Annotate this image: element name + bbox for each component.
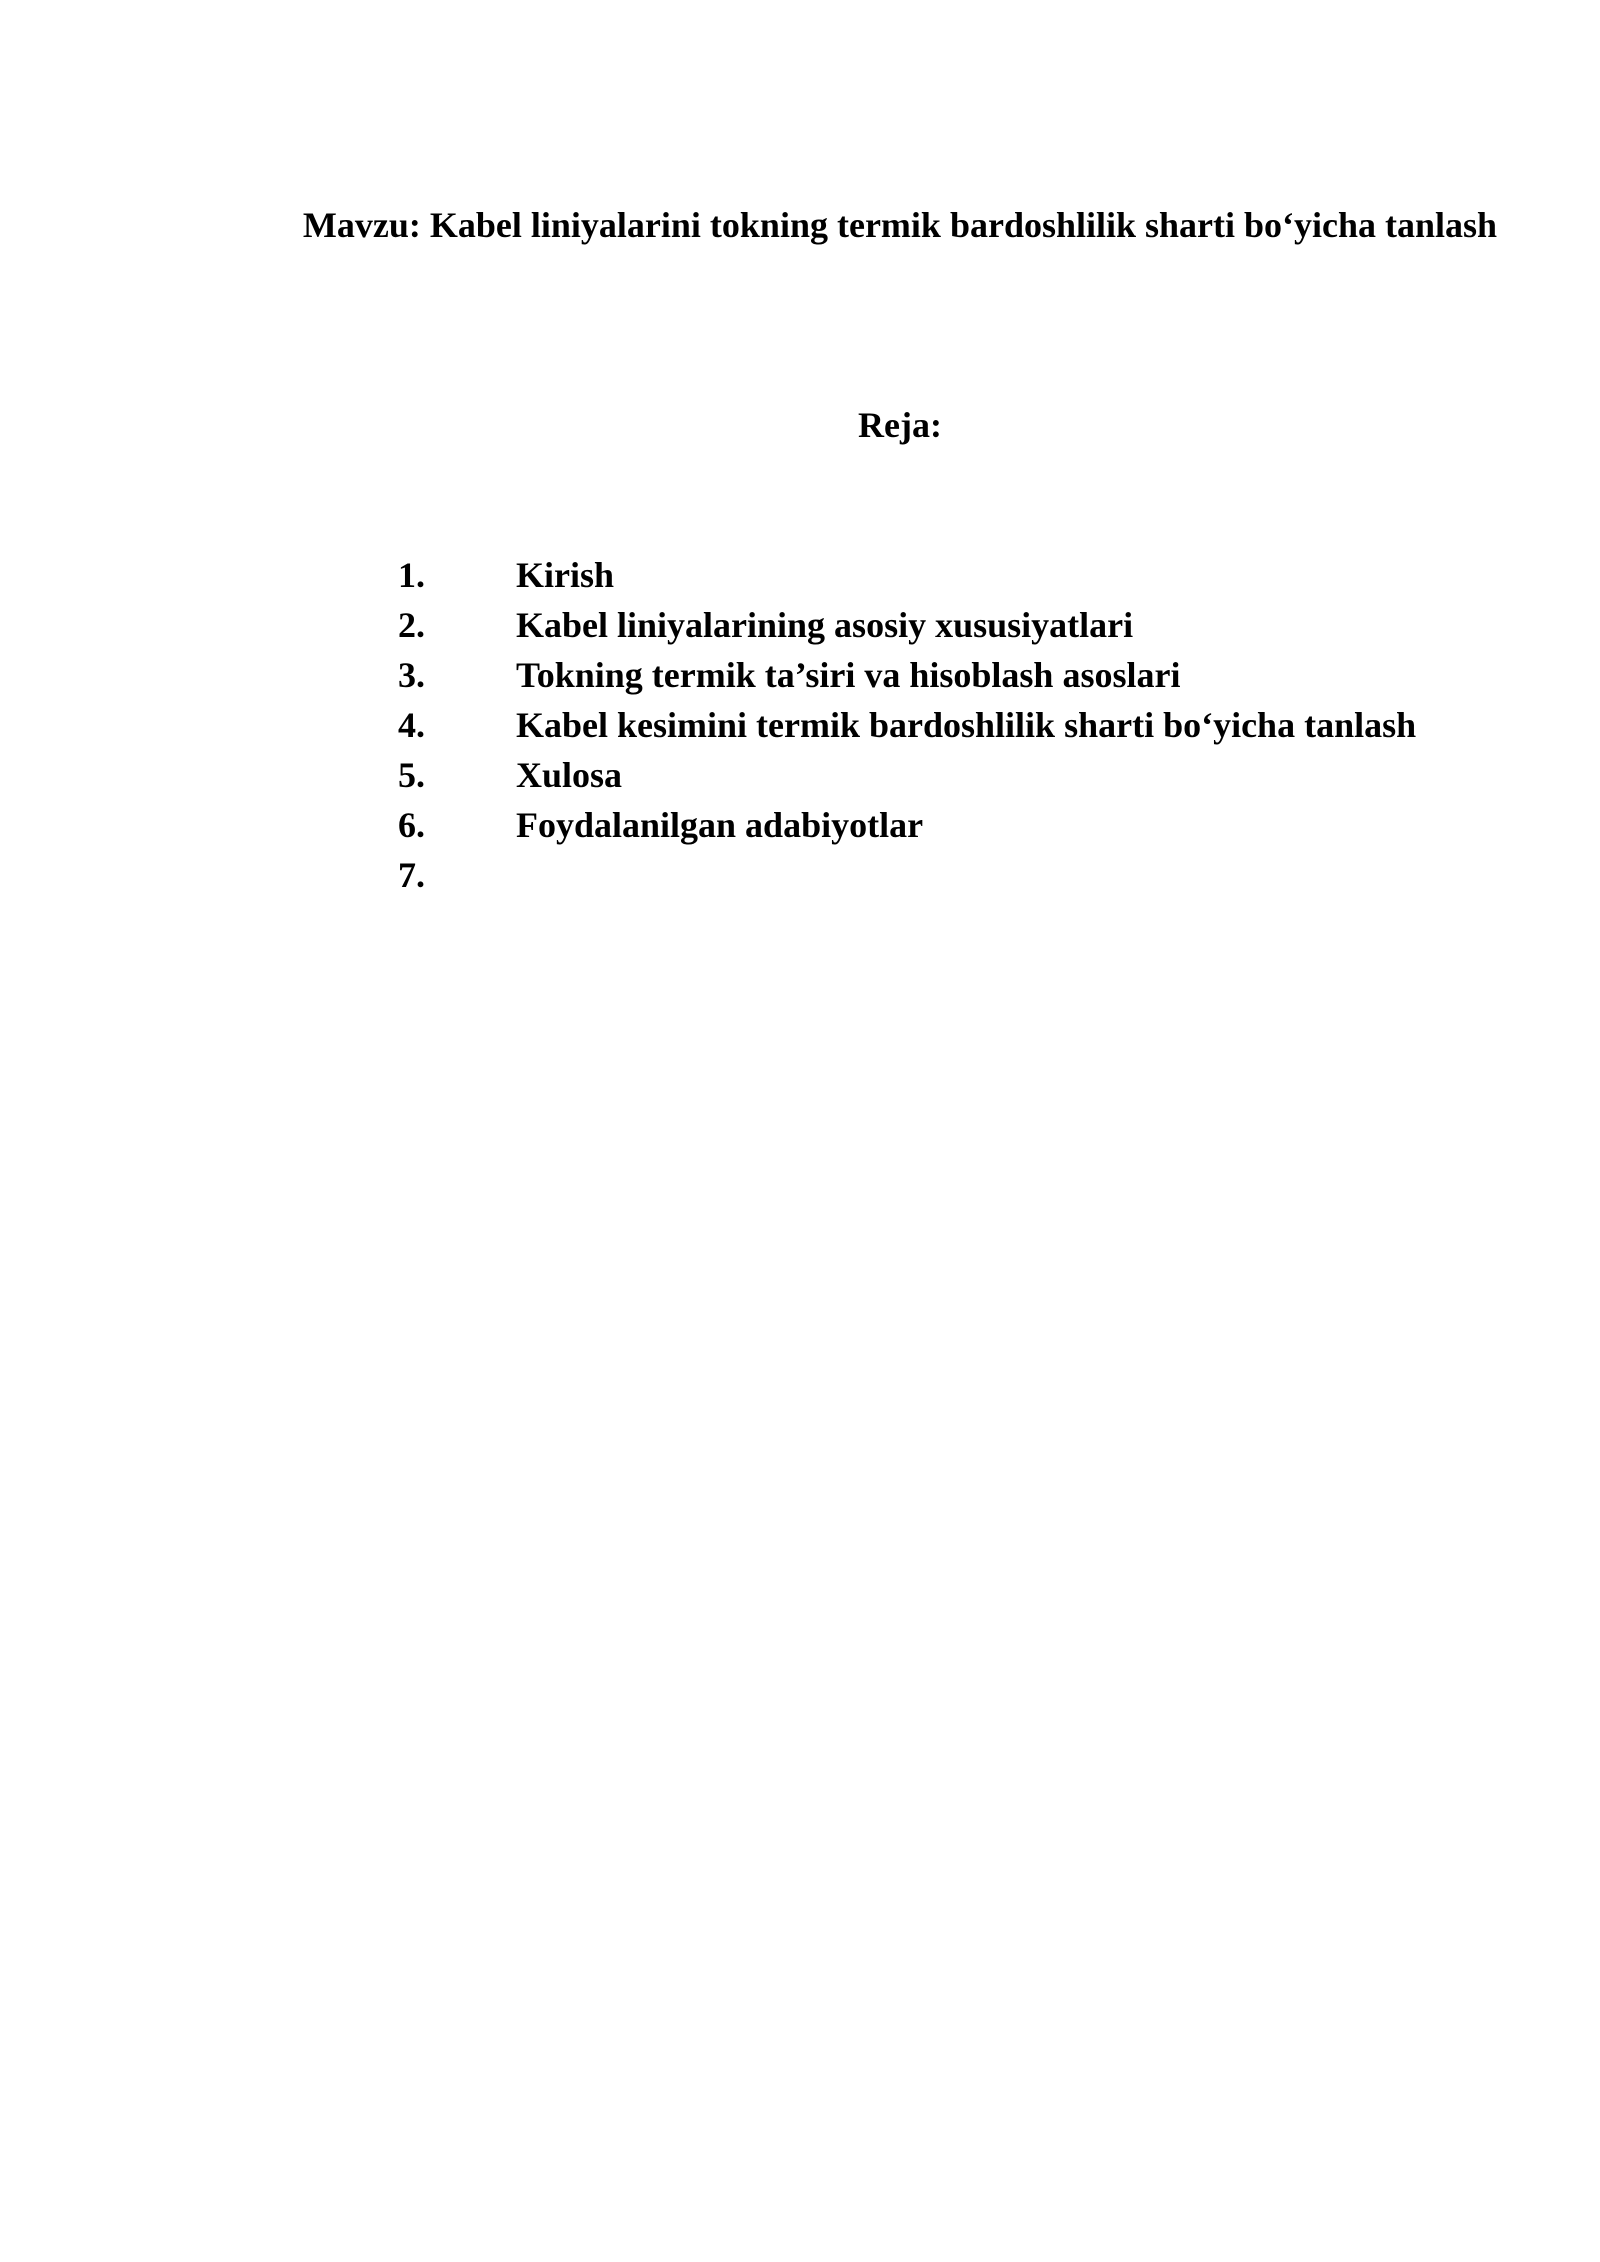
plan-item-7 <box>398 850 1548 900</box>
plan-item-4 <box>398 700 1548 750</box>
plan-heading: Reja: <box>858 405 942 445</box>
plan-item-text: Kabel kesimini termik bardoshlilik sharti bo‘yicha tanlash <box>516 705 1417 745</box>
plan-item-number: 7. <box>398 855 425 895</box>
plan-list <box>398 550 1548 900</box>
plan-item-5 <box>398 750 1548 800</box>
plan-item-text: Foydalanilgan adabiyotlar <box>516 805 924 845</box>
plan-item-text: Tokning termik ta’siri va hisoblash asoslari <box>516 655 1181 695</box>
plan-item-number: 5. <box>398 755 425 795</box>
plan-item-1 <box>398 550 1548 600</box>
plan-item-text: Kabel liniyalarining asosiy xususiyatlari <box>516 605 1134 645</box>
plan-item-text: Kirish <box>516 555 615 595</box>
plan-item-text: Xulosa <box>516 755 623 795</box>
plan-item-2 <box>398 600 1548 650</box>
plan-item-number: 6. <box>398 805 425 845</box>
plan-item-number: 1. <box>398 555 425 595</box>
plan-item-number: 3. <box>398 655 425 695</box>
plan-item-number: 2. <box>398 605 425 645</box>
plan-item-3 <box>398 650 1548 700</box>
document-title: Mavzu: Kabel liniyalarini tokning termik bardoshlilik sharti bo‘yicha tanlash <box>302 205 1498 245</box>
plan-item-6 <box>398 800 1548 850</box>
plan-item-number: 4. <box>398 705 425 745</box>
